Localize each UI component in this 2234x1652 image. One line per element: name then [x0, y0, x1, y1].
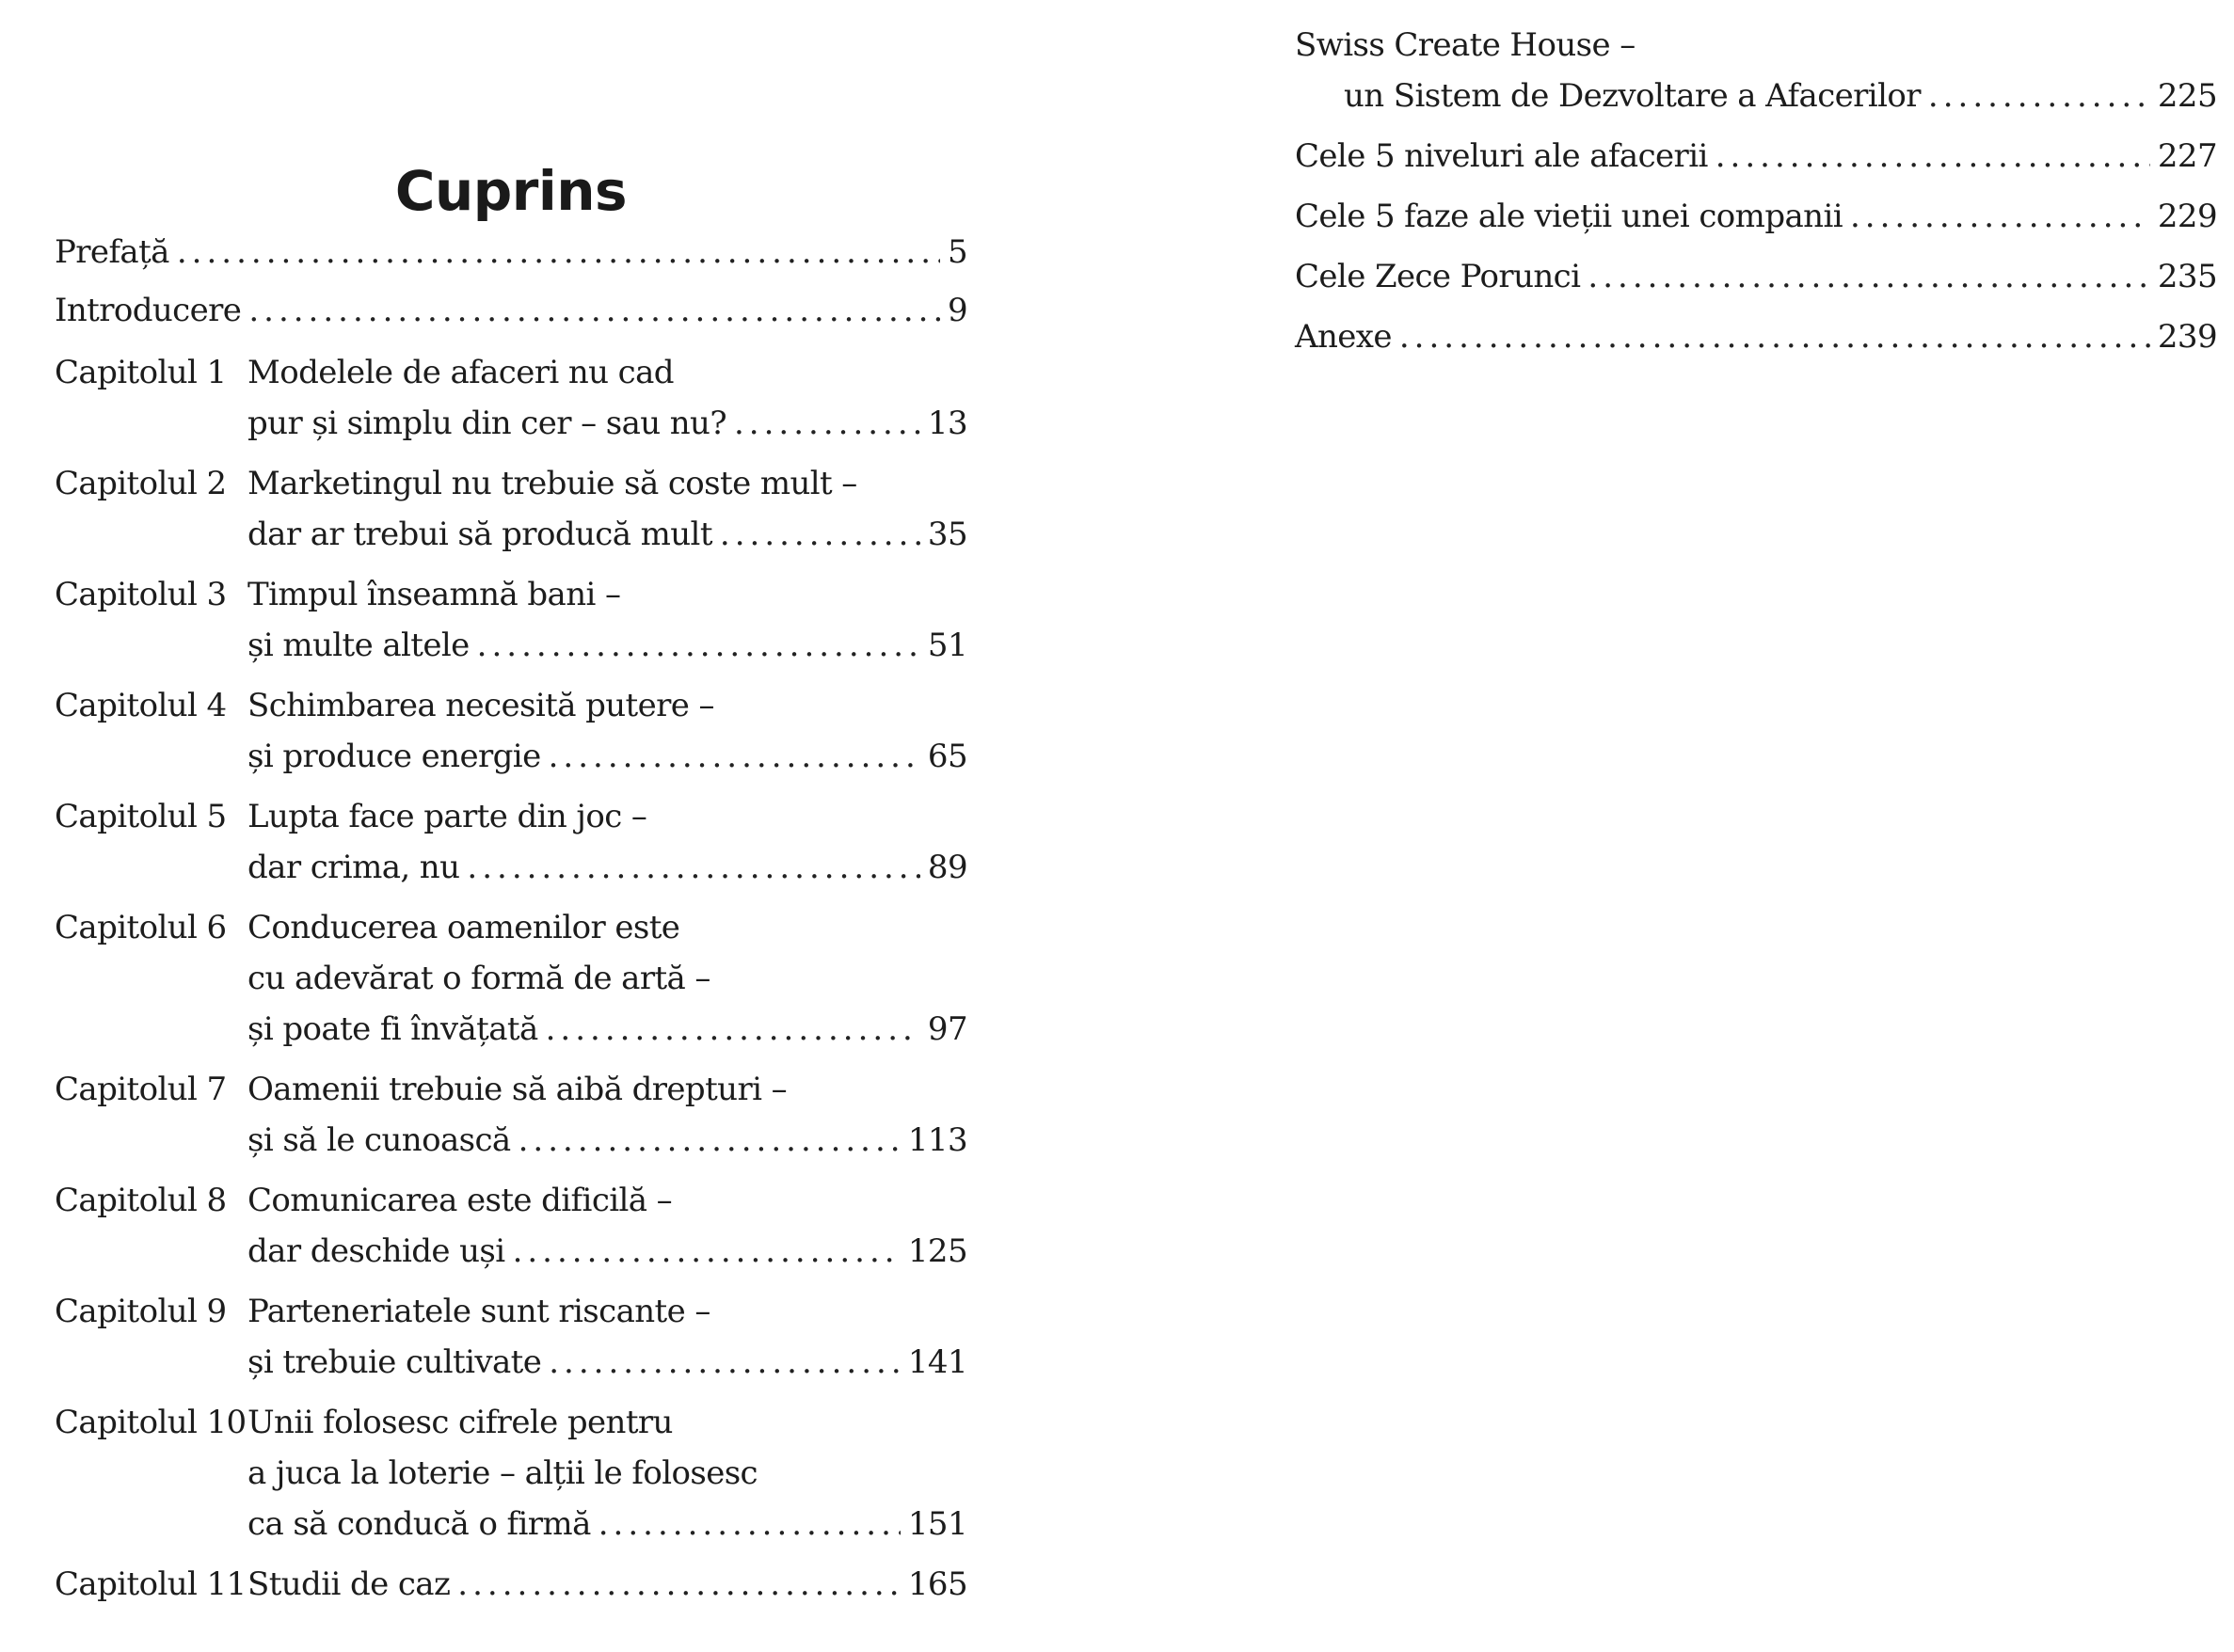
toc-page-number: 65: [927, 738, 967, 775]
dot-leader: [248, 284, 940, 337]
dot-leader: [177, 226, 940, 278]
dot-leader: [1715, 130, 2150, 183]
toc-entry-chapter-5[interactable]: [55, 790, 967, 843]
toc-entry-title: ca să conducă o firmă: [247, 1505, 591, 1543]
toc-page-number: 5: [947, 233, 967, 271]
right-page: [1295, 0, 2217, 1652]
toc-entry-chapter-8-cont[interactable]: [55, 1225, 967, 1278]
toc-entry-title: Unii folosesc cifrele pentru: [247, 1404, 673, 1441]
toc-entry-chapter-6-cont[interactable]: [55, 952, 967, 1005]
toc-entry-title: dar crima, nu: [247, 849, 460, 886]
toc-page-number: 89: [927, 849, 967, 886]
dot-leader: [1588, 250, 2150, 303]
toc-entry-title: Comunicarea este dificilă –: [247, 1182, 673, 1219]
toc-page-number: 225: [2157, 77, 2217, 115]
dot-leader: [513, 1225, 901, 1278]
toc-entry-title: a juca la loterie – alții le folosesc: [247, 1454, 758, 1492]
toc-entry-chapter-3-cont[interactable]: [55, 619, 967, 672]
toc-entry-title: și multe altele: [247, 627, 470, 664]
dot-leader: [467, 841, 920, 894]
toc-entry-title: Cele 5 niveluri ale afacerii: [1295, 137, 1708, 175]
toc-entry-title: și produce energie: [247, 738, 541, 775]
toc-entry-title: Cele 5 faze ale vieții unei companii: [1295, 198, 1843, 235]
toc-page-number: 229: [2157, 198, 2217, 235]
toc-page-number: 227: [2157, 137, 2217, 175]
toc-entry-chapter-7-cont[interactable]: [55, 1114, 967, 1167]
chapter-label: Capitolul 8: [55, 1182, 227, 1219]
toc-entry-title: Swiss Create House –: [1295, 26, 1636, 64]
toc-entry-title: și să le cunoască: [247, 1121, 511, 1159]
toc-page-number: 165: [907, 1565, 967, 1603]
toc-entry-swiss-create-house[interactable]: [1295, 19, 2217, 71]
toc-entry-chapter-5-cont[interactable]: [55, 841, 967, 894]
toc-page-number: 97: [927, 1010, 967, 1048]
dot-leader: [598, 1498, 901, 1550]
toc-entry-chapter-10-cont[interactable]: [55, 1498, 967, 1550]
toc-entry-chapter-9-cont[interactable]: [55, 1336, 967, 1389]
dot-leader: [1399, 310, 2150, 363]
toc-entry-title: și poate fi învățată: [247, 1010, 538, 1048]
toc-entry-title: cu adevărat o formă de artă –: [247, 960, 710, 997]
toc-entry-title: Introducere: [55, 292, 242, 329]
dot-leader: [546, 1003, 920, 1056]
toc-entry-title: Schimbarea necesită putere –: [247, 687, 714, 724]
page-title: Cuprins: [394, 159, 628, 223]
toc-entry-chapter-10[interactable]: [55, 1396, 967, 1449]
toc-entry-porunci[interactable]: [1295, 250, 2217, 303]
chapter-label: Capitolul 3: [55, 576, 227, 613]
toc-entry-chapter-6[interactable]: [55, 901, 967, 954]
chapter-label: Capitolul 10: [55, 1404, 247, 1441]
toc-entry-chapter-4[interactable]: [55, 679, 967, 732]
toc-entry-title: Anexe: [1295, 318, 1392, 356]
toc-entry-title: Studii de caz: [247, 1565, 451, 1603]
toc-entry-chapter-8[interactable]: [55, 1174, 967, 1227]
toc-page-number: 35: [927, 516, 967, 553]
left-page: [55, 0, 967, 1652]
toc-entry-title: Prefață: [55, 233, 169, 271]
toc-entry-title: Parteneriatele sunt riscante –: [247, 1293, 710, 1330]
dot-leader: [549, 730, 920, 783]
toc-entry-chapter-4-cont[interactable]: [55, 730, 967, 783]
toc-entry-title: Cele Zece Porunci: [1295, 258, 1581, 295]
toc-entry-title: dar ar trebui să producă mult: [247, 516, 712, 553]
dot-leader: [519, 1114, 901, 1167]
toc-entry-title: un Sistem de Dezvoltare a Afacerilor: [1344, 77, 1921, 115]
toc-entry-title: Lupta face parte din joc –: [247, 798, 647, 835]
toc-page-number: 151: [907, 1505, 967, 1543]
chapter-label: Capitolul 6: [55, 909, 227, 946]
toc-entry-chapter-10-cont[interactable]: [55, 1447, 967, 1500]
toc-entry-chapter-7[interactable]: [55, 1063, 967, 1116]
chapter-label: Capitolul 1: [55, 354, 227, 391]
chapter-label: Capitolul 9: [55, 1293, 227, 1330]
toc-entry-chapter-1-cont[interactable]: [55, 397, 967, 450]
chapter-label: Capitolul 7: [55, 1071, 227, 1108]
toc-page-number: 141: [907, 1343, 967, 1381]
toc-entry-chapter-1[interactable]: [55, 346, 967, 399]
chapter-label: Capitolul 2: [55, 465, 227, 502]
toc-page-number: 125: [907, 1232, 967, 1270]
toc-entry-introducere[interactable]: [55, 284, 967, 337]
toc-entry-title: și trebuie cultivate: [247, 1343, 542, 1381]
toc-entry-swiss-create-house-cont[interactable]: [1295, 70, 2217, 122]
toc-entry-prefata[interactable]: [55, 226, 967, 278]
toc-entry-chapter-2[interactable]: [55, 457, 967, 510]
dot-leader: [720, 508, 920, 561]
toc-entry-title: dar deschide uși: [247, 1232, 505, 1270]
toc-page-number: 235: [2157, 258, 2217, 295]
toc-entry-title: pur și simplu din cer – sau nu?: [247, 405, 726, 442]
toc-entry-chapter-6-cont[interactable]: [55, 1003, 967, 1056]
toc-entry-chapter-9[interactable]: [55, 1285, 967, 1338]
toc-entry-title: Conducerea oamenilor este: [247, 909, 680, 946]
dot-leader: [457, 1558, 901, 1611]
toc-page-number: 51: [927, 627, 967, 664]
chapter-label: Capitolul 11: [55, 1565, 247, 1603]
dot-leader: [1928, 70, 2150, 122]
toc-entry-chapter-11[interactable]: [55, 1558, 967, 1611]
toc-page-number: 113: [907, 1121, 967, 1159]
toc-entry-faze[interactable]: [1295, 190, 2217, 243]
dot-leader: [549, 1336, 901, 1389]
toc-page-number: 239: [2157, 318, 2217, 356]
toc-page-number: 13: [927, 405, 967, 442]
toc-entry-anexe[interactable]: [1295, 310, 2217, 363]
toc-entry-title: Modelele de afaceri nu cad: [247, 354, 674, 391]
dot-leader: [477, 619, 920, 672]
chapter-label: Capitolul 5: [55, 798, 227, 835]
toc-entry-title: Marketingul nu trebuie să coste mult –: [247, 465, 857, 502]
dot-leader: [1850, 190, 2150, 243]
toc-entry-chapter-3[interactable]: [55, 568, 967, 621]
dot-leader: [734, 397, 920, 450]
toc-entry-title: Timpul înseamnă bani –: [247, 576, 621, 613]
toc-page-number: 9: [947, 292, 967, 329]
chapter-label: Capitolul 4: [55, 687, 227, 724]
toc-entry-chapter-2-cont[interactable]: [55, 508, 967, 561]
toc-entry-title: Oamenii trebuie să aibă drepturi –: [247, 1071, 787, 1108]
toc-entry-niveluri[interactable]: [1295, 130, 2217, 183]
